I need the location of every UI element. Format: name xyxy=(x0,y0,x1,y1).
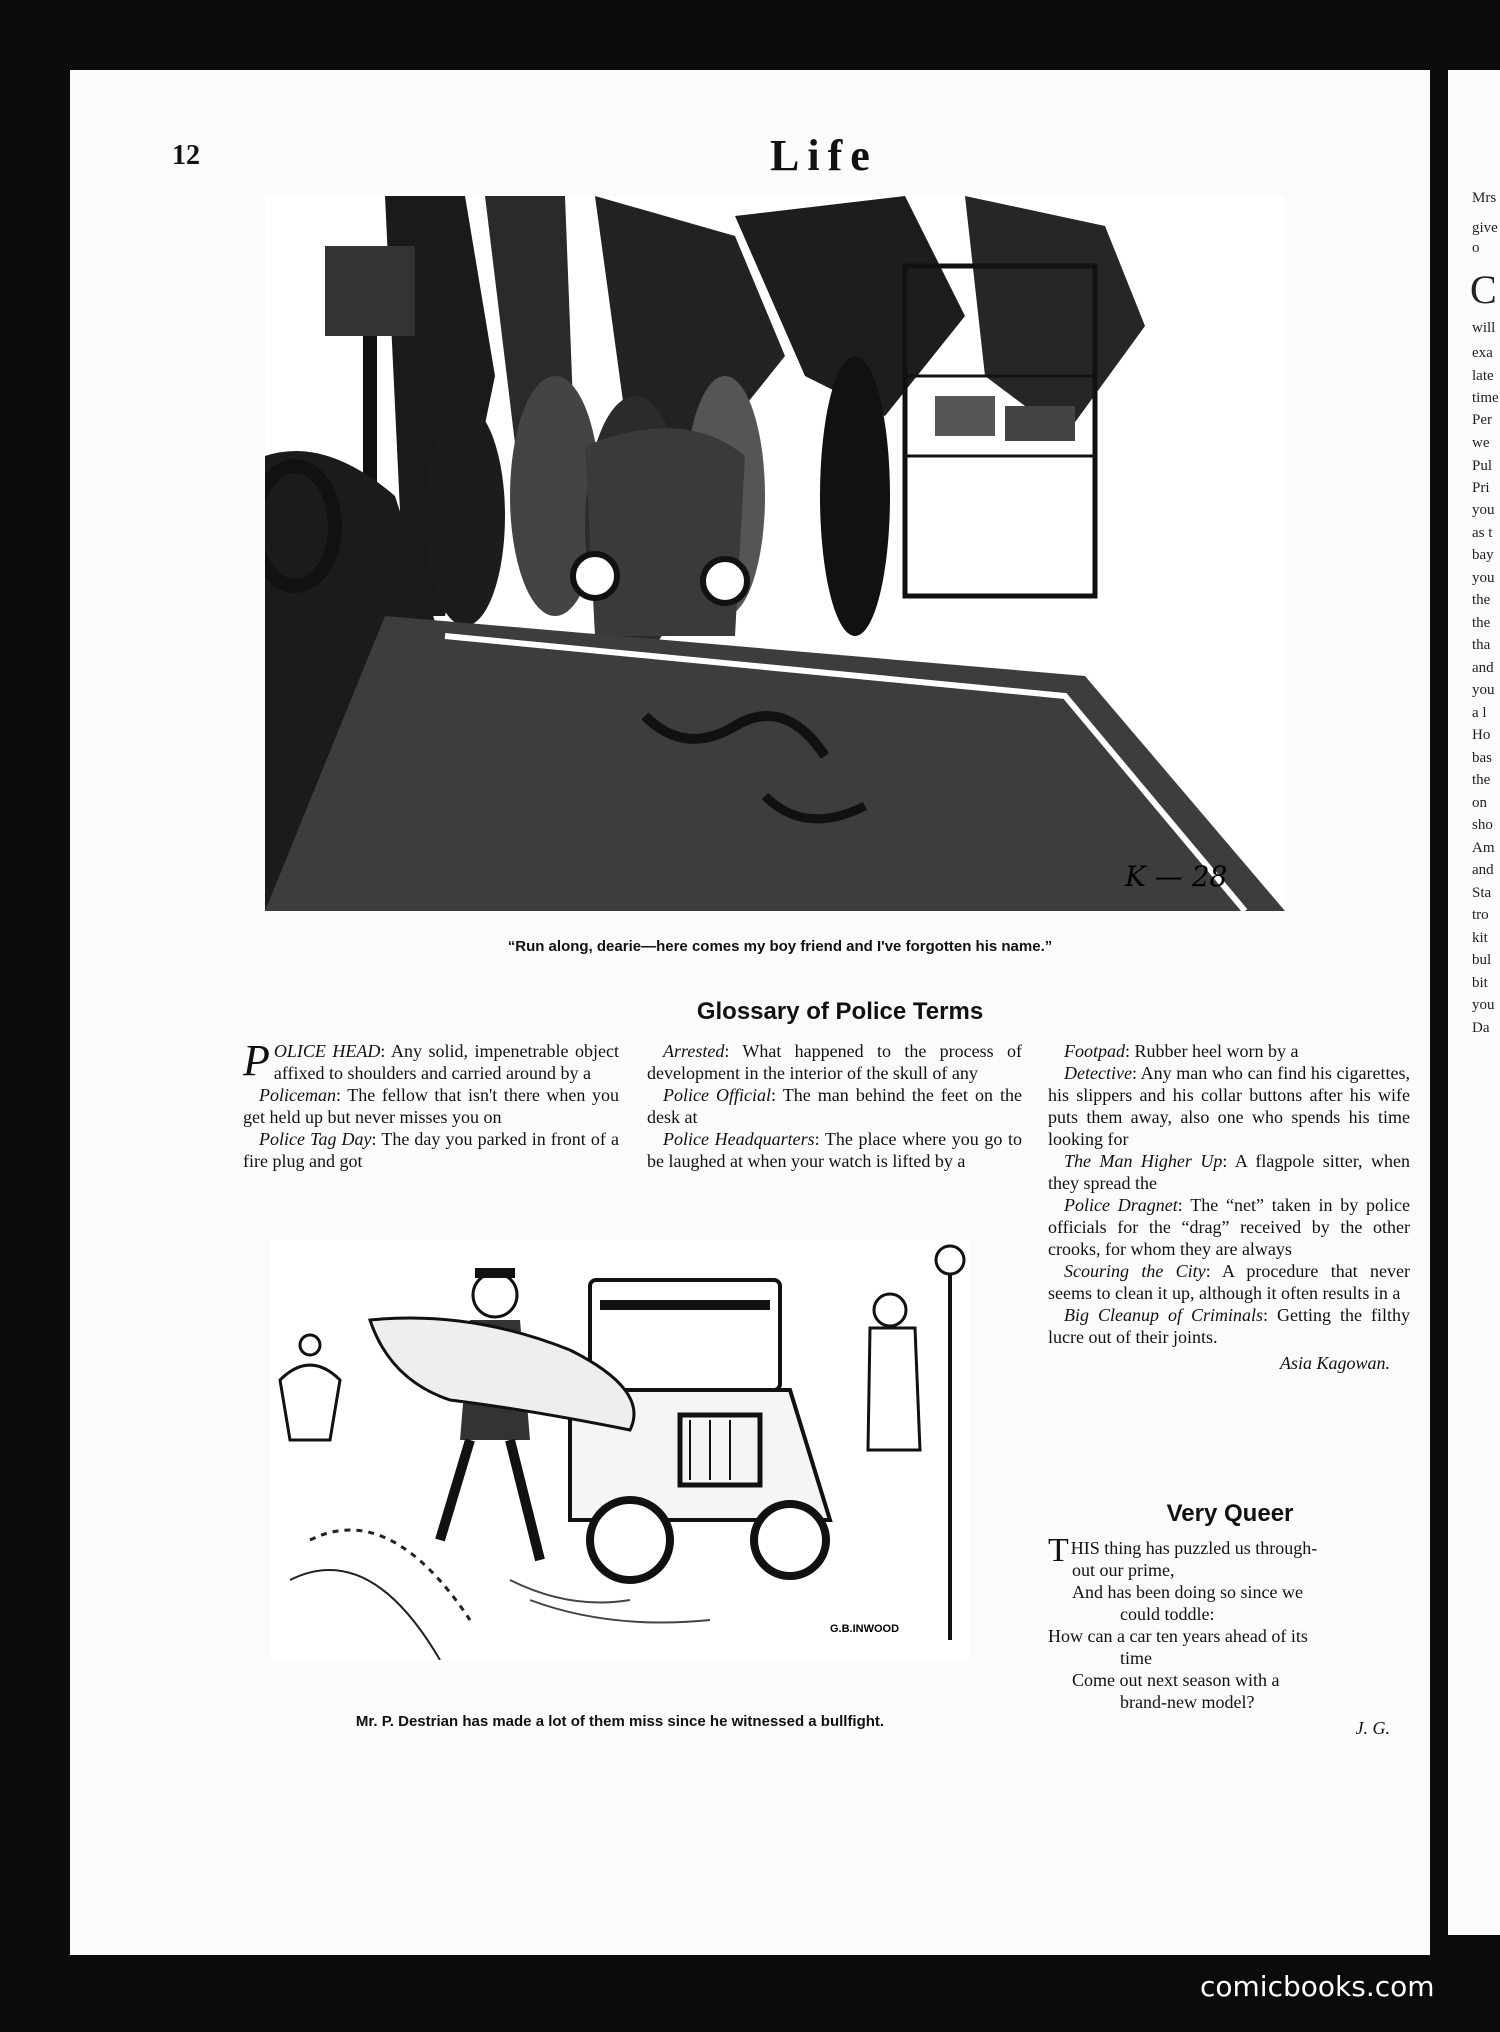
bullfight-cartoon-signature: G.B.INWOOD xyxy=(830,1623,900,1635)
glossary-definition: : A flagpole sitter, when they spread the xyxy=(1048,1151,1410,1193)
glossary-entry xyxy=(1048,1062,1410,1150)
adjacent-page-fragment: Mrs xyxy=(1472,190,1497,206)
glossary-term: Scouring the City xyxy=(1064,1261,1206,1281)
adjacent-page-fragment: give xyxy=(1472,220,1498,236)
glossary-term: OLICE HEAD xyxy=(273,1041,381,1061)
adjacent-page-fragment: tha xyxy=(1472,637,1491,653)
glossary-column-1 xyxy=(243,1036,619,1172)
bullfight-cartoon xyxy=(270,1240,970,1660)
glossary-entry xyxy=(1048,1260,1410,1304)
adjacent-page-fragment: sho xyxy=(1472,817,1493,833)
party-cartoon xyxy=(265,196,1285,911)
adjacent-page-fragment: you xyxy=(1472,570,1495,586)
poem-line xyxy=(1048,1532,1410,1569)
adjacent-page-fragment: the xyxy=(1472,592,1491,608)
glossary-term: Police Tag Day xyxy=(259,1129,372,1149)
glossary-term: Police Official xyxy=(663,1085,772,1105)
adjacent-page-fragment: and xyxy=(1472,862,1494,878)
glossary-title: Glossary of Police Terms xyxy=(696,998,984,1025)
adjacent-page-fragment: time xyxy=(1472,390,1499,406)
glossary-author: Asia Kagowan. xyxy=(1279,1353,1390,1373)
glossary-entry xyxy=(1048,1194,1410,1260)
adjacent-page-fragment: o xyxy=(1472,240,1480,256)
glossary-term: Police Headquarters xyxy=(663,1129,815,1149)
adjacent-page-fragment: Per xyxy=(1472,412,1492,428)
adjacent-page-fragment: Pul xyxy=(1472,458,1493,474)
adjacent-page-fragment: bul xyxy=(1472,952,1492,968)
poem-line: could toddle: xyxy=(1120,1604,1215,1624)
adjacent-page-fragment: will xyxy=(1472,320,1496,336)
party-cartoon-drawing xyxy=(265,196,1285,911)
adjacent-page-fragment: you xyxy=(1472,997,1495,1013)
adjacent-page-fragment: on xyxy=(1472,795,1487,811)
bullfight-cartoon-drawing xyxy=(270,1240,970,1660)
glossary-column-3 xyxy=(1048,1040,1410,1374)
glossary-term: Arrested xyxy=(663,1041,725,1061)
glossary-entry xyxy=(647,1084,1022,1128)
poem-title: Very Queer xyxy=(1166,1500,1294,1527)
glossary-definition: : The place where you go to be laughed at when your watch is lifted by a xyxy=(647,1129,1023,1171)
adjacent-page-fragment: Pri xyxy=(1472,480,1490,496)
glossary-definition: : What happened to the process of development in the interior of the skull of any xyxy=(647,1041,1022,1083)
glossary-entry xyxy=(243,1036,619,1085)
adjacent-page-fragment: the xyxy=(1472,615,1491,631)
glossary-term: Big Cleanup of Criminals xyxy=(1064,1305,1264,1325)
glossary-entry xyxy=(1048,1040,1410,1062)
adjacent-page-fragment: we xyxy=(1472,435,1490,451)
glossary-column-2 xyxy=(647,1040,1022,1172)
glossary-entry xyxy=(647,1040,1022,1084)
bullfight-cartoon-caption: Mr. P. Destrian has made a lot of them miss since he witnessed a bullfight. xyxy=(355,1713,885,1730)
adjacent-page-fragment: Ho xyxy=(1472,727,1491,743)
glossary-definition: : The man behind the feet on the desk at xyxy=(647,1085,1022,1127)
adjacent-page-fragment: C xyxy=(1470,267,1497,312)
glossary-term: Footpad xyxy=(1064,1041,1125,1061)
glossary-definition: : Any man who can find his cigarettes, his slippers and his collar buttons after his wife puts them away, also one who spends his time looking for xyxy=(1048,1063,1410,1149)
glossary-entry xyxy=(647,1128,1022,1172)
poem-dropcap: T xyxy=(1048,1532,1069,1569)
adjacent-page-fragment: kit xyxy=(1472,930,1488,946)
page-number: 12 xyxy=(172,140,200,171)
glossary-term: Police Dragnet xyxy=(1064,1195,1178,1215)
glossary-definition: : Any solid, impenetrable object affixed to shoulders and carried around by a xyxy=(273,1041,619,1083)
poem-line: out our prime, xyxy=(1072,1560,1175,1580)
poem-line: time xyxy=(1120,1648,1152,1668)
glossary-entry xyxy=(243,1084,619,1128)
poem-line: How can a car ten years ahead of its xyxy=(1048,1626,1308,1646)
adjacent-page-fragment: late xyxy=(1472,368,1494,384)
adjacent-page-fragment: bit xyxy=(1472,975,1488,991)
adjacent-page-fragment: you xyxy=(1472,682,1495,698)
glossary-definition: : The “net” taken in by police officials for the “drag” received by the other crooks, for whom they are always xyxy=(1048,1195,1410,1259)
adjacent-page-fragment: you xyxy=(1472,502,1495,518)
glossary-definition: : Getting the filthy lucre out of their joints. xyxy=(1048,1305,1410,1347)
adjacent-page-edge xyxy=(1448,70,1500,1935)
glossary-definition: : The day you parked in front of a fire plug and got xyxy=(243,1129,619,1171)
glossary-term: The Man Higher Up xyxy=(1064,1151,1223,1171)
glossary-definition: : The fellow that isn't there when you get held up but never misses you on xyxy=(243,1085,619,1127)
glossary-definition: : A procedure that never seems to clean it up, although it often results in a xyxy=(1048,1261,1411,1303)
glossary-term: Detective xyxy=(1064,1063,1132,1083)
masthead: Life xyxy=(770,131,878,180)
poem-line: And has been doing so since we xyxy=(1072,1582,1303,1602)
glossary-entry xyxy=(1048,1304,1410,1348)
adjacent-page-fragment: Da xyxy=(1472,1020,1490,1036)
watermark: comicbooks.com xyxy=(1200,1970,1435,2003)
glossary-entry xyxy=(243,1128,619,1172)
glossary-dropcap: P xyxy=(243,1036,270,1085)
adjacent-page-fragment: Sta xyxy=(1472,885,1492,901)
poem-author: J. G. xyxy=(1355,1718,1390,1738)
adjacent-page-fragment: bas xyxy=(1472,750,1492,766)
party-cartoon-caption: “Run along, dearie—here comes my boy friend and I've forgotten his name.” xyxy=(507,938,1053,955)
poem-line-text: HIS thing has puzzled us through- xyxy=(1070,1538,1318,1558)
adjacent-page-fragment: the xyxy=(1472,772,1491,788)
adjacent-page-fragment: tro xyxy=(1472,907,1489,923)
poem-line: brand-new model? xyxy=(1120,1692,1255,1712)
poem xyxy=(1048,1532,1410,1739)
adjacent-page-fragment: a l xyxy=(1472,705,1487,721)
glossary-entry xyxy=(1048,1150,1410,1194)
adjacent-page-fragment: and xyxy=(1472,660,1494,676)
glossary-definition: : Rubber heel worn by a xyxy=(1125,1041,1299,1061)
adjacent-page-fragment: bay xyxy=(1472,547,1494,563)
adjacent-page-fragment: as t xyxy=(1472,525,1493,541)
poem-line: Come out next season with a xyxy=(1072,1670,1280,1690)
party-cartoon-signature: K — 28 xyxy=(1125,860,1228,893)
adjacent-page-fragment: exa xyxy=(1472,345,1493,361)
glossary-term: Policeman xyxy=(259,1085,336,1105)
adjacent-page-fragment: Am xyxy=(1472,840,1495,856)
